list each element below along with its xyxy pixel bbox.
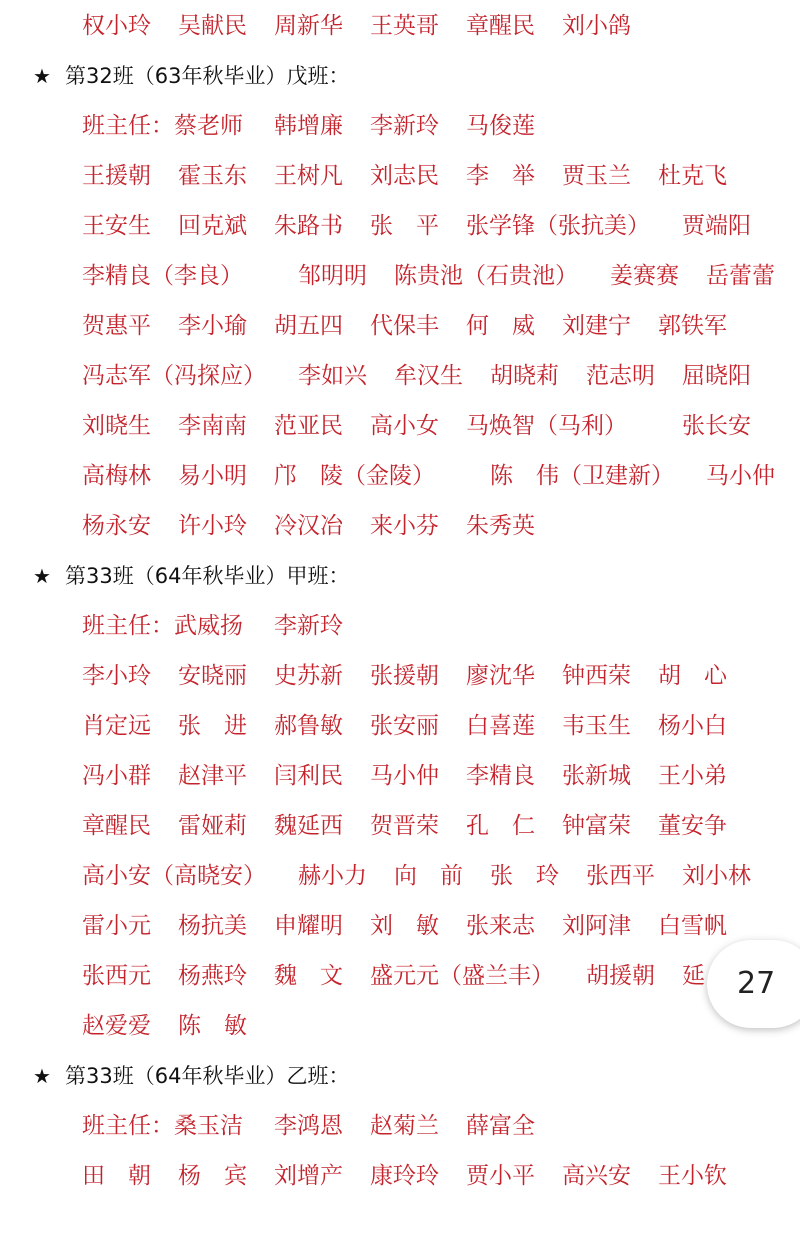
student-name: 李小玲: [82, 663, 151, 689]
heading-text: 第32班（63年秋毕业）戊班：: [65, 64, 350, 88]
student-name: 王安生: [82, 213, 151, 239]
student-name: 钟西荣: [562, 663, 631, 689]
star-icon: ★: [33, 1064, 51, 1088]
student-name: 易小明: [178, 463, 247, 489]
student-name: 闫利民: [274, 763, 343, 789]
student-name: 来小芬: [370, 513, 439, 539]
student-name: 冯志军（冯探应）: [82, 363, 266, 389]
head-teacher-label: 班主任：桑玉洁: [82, 1113, 243, 1139]
student-name: 盛元元（盛兰丰）: [370, 963, 554, 989]
student-name: 周新华: [274, 13, 343, 39]
student-name: 刘 敏: [370, 913, 439, 939]
student-name: 陈 敏: [178, 1013, 247, 1039]
student-name: 张西平: [586, 863, 655, 889]
head-teacher-label: 班主任：武威扬: [82, 613, 243, 639]
student-name: 史苏新: [274, 663, 343, 689]
student-name: 代保丰: [370, 313, 439, 339]
student-name: 王英哥: [370, 13, 439, 39]
student-name: 高小女: [370, 413, 439, 439]
student-name: 刘增产: [274, 1163, 343, 1189]
student-name: 屈晓阳: [682, 363, 751, 389]
student-name: 贾玉兰: [562, 163, 631, 189]
student-name: 申耀明: [274, 913, 343, 939]
student-name: 赵菊兰: [370, 1113, 439, 1139]
student-name: 李如兴: [298, 363, 367, 389]
student-name: 陈 伟（卫建新）: [490, 463, 674, 489]
page-number: 27: [737, 966, 776, 1001]
student-name: 张安丽: [370, 713, 439, 739]
student-name: 姜赛赛: [610, 263, 679, 289]
student-name: 李新玲: [370, 113, 439, 139]
student-name: 杨永安: [82, 513, 151, 539]
student-name: 朱秀英: [466, 513, 535, 539]
student-name: 魏延西: [274, 813, 343, 839]
student-name: 赵爱爱: [82, 1013, 151, 1039]
student-name: 康玲玲: [370, 1163, 439, 1189]
student-name: 田 朝: [82, 1163, 151, 1189]
student-name: 何 威: [466, 313, 535, 339]
student-name: 张长安: [682, 413, 751, 439]
student-name: 魏 文: [274, 963, 343, 989]
student-name: 邝 陵（金陵）: [274, 463, 435, 489]
student-name: 许小玲: [178, 513, 247, 539]
student-name: 王小弟: [658, 763, 727, 789]
student-name: 胡五四: [274, 313, 343, 339]
student-name: 霍玉东: [178, 163, 247, 189]
student-name: 白喜莲: [466, 713, 535, 739]
student-name: 李小瑜: [178, 313, 247, 339]
student-name: 向 前: [394, 863, 463, 889]
student-name: 刘阿津: [562, 913, 631, 939]
student-name: 李精良（李良）: [82, 263, 243, 289]
student-name: 韦玉生: [562, 713, 631, 739]
student-name: 延: [682, 963, 705, 989]
student-name: 安晓丽: [178, 663, 247, 689]
student-name: 陈贵池（石贵池）: [394, 263, 578, 289]
student-name: 杜克飞: [658, 163, 727, 189]
student-name: 刘小鸽: [562, 13, 631, 39]
student-name: 刘小林: [682, 863, 751, 889]
student-name: 刘建宁: [562, 313, 631, 339]
student-name: 王小钦: [658, 1163, 727, 1189]
student-name: 刘晓生: [82, 413, 151, 439]
student-name: 雷娅莉: [178, 813, 247, 839]
student-name: 廖沈华: [466, 663, 535, 689]
head-teacher-label: 班主任：蔡老师: [82, 113, 243, 139]
student-name: 回克斌: [178, 213, 247, 239]
student-name: 冯小群: [82, 763, 151, 789]
star-icon: ★: [33, 64, 51, 88]
student-name: 胡晓莉: [490, 363, 559, 389]
student-name: 张新城: [562, 763, 631, 789]
student-name: 薛富全: [466, 1113, 535, 1139]
student-name: 董安争: [658, 813, 727, 839]
student-name: 马焕智（马利）: [466, 413, 627, 439]
student-name: 郝鲁敏: [274, 713, 343, 739]
student-name: 贺晋荣: [370, 813, 439, 839]
student-name: 张 玲: [490, 863, 559, 889]
student-name: 胡 心: [658, 663, 727, 689]
student-name: 杨小白: [658, 713, 727, 739]
student-name: 冷汉冶: [274, 513, 343, 539]
student-name: 范志明: [586, 363, 655, 389]
student-name: 李鸿恩: [274, 1113, 343, 1139]
student-name: 孔 仁: [466, 813, 535, 839]
student-name: 李 举: [466, 163, 535, 189]
student-name: 贺惠平: [82, 313, 151, 339]
student-name: 邹明明: [298, 263, 367, 289]
student-name: 张援朝: [370, 663, 439, 689]
student-name: 李南南: [178, 413, 247, 439]
heading-text: 第33班（64年秋毕业）乙班：: [65, 1064, 350, 1088]
student-name: 章醒民: [466, 13, 535, 39]
student-name: 肖定远: [82, 713, 151, 739]
student-name: 李精良: [466, 763, 535, 789]
student-name: 权小玲: [82, 13, 151, 39]
student-name: 马俊莲: [466, 113, 535, 139]
student-name: 白雪帆: [658, 913, 727, 939]
student-name: 牟汉生: [394, 363, 463, 389]
student-name: 张学锋（张抗美）: [466, 213, 650, 239]
student-name: 刘志民: [370, 163, 439, 189]
student-name: 赵津平: [178, 763, 247, 789]
student-name: 高兴安: [562, 1163, 631, 1189]
student-name: 高小安（高晓安）: [82, 863, 266, 889]
page-number-badge[interactable]: [707, 940, 800, 1028]
student-name: 吴献民: [178, 13, 247, 39]
student-name: 韩增廉: [274, 113, 343, 139]
student-name: 杨抗美: [178, 913, 247, 939]
student-name: 郭铁军: [658, 313, 727, 339]
student-name: 胡援朝: [586, 963, 655, 989]
student-name: 王援朝: [82, 163, 151, 189]
student-name: 张来志: [466, 913, 535, 939]
student-name: 章醒民: [82, 813, 151, 839]
student-name: 贾端阳: [682, 213, 751, 239]
student-name: 王树凡: [274, 163, 343, 189]
student-name: 张西元: [82, 963, 151, 989]
student-name: 范亚民: [274, 413, 343, 439]
star-icon: ★: [33, 564, 51, 588]
student-name: 朱路书: [274, 213, 343, 239]
student-name: 李新玲: [274, 613, 343, 639]
student-name: 钟富荣: [562, 813, 631, 839]
student-name: 赫小力: [298, 863, 367, 889]
heading-text: 第33班（64年秋毕业）甲班：: [65, 564, 350, 588]
student-name: 张 进: [178, 713, 247, 739]
student-name: 马小仲: [706, 463, 775, 489]
student-name: 贾小平: [466, 1163, 535, 1189]
student-name: 岳蕾蕾: [706, 263, 775, 289]
student-name: 杨 宾: [178, 1163, 247, 1189]
student-name: 高梅林: [82, 463, 151, 489]
student-name: 杨燕玲: [178, 963, 247, 989]
student-name: 张 平: [370, 213, 439, 239]
student-name: 马小仲: [370, 763, 439, 789]
student-name: 雷小元: [82, 913, 151, 939]
